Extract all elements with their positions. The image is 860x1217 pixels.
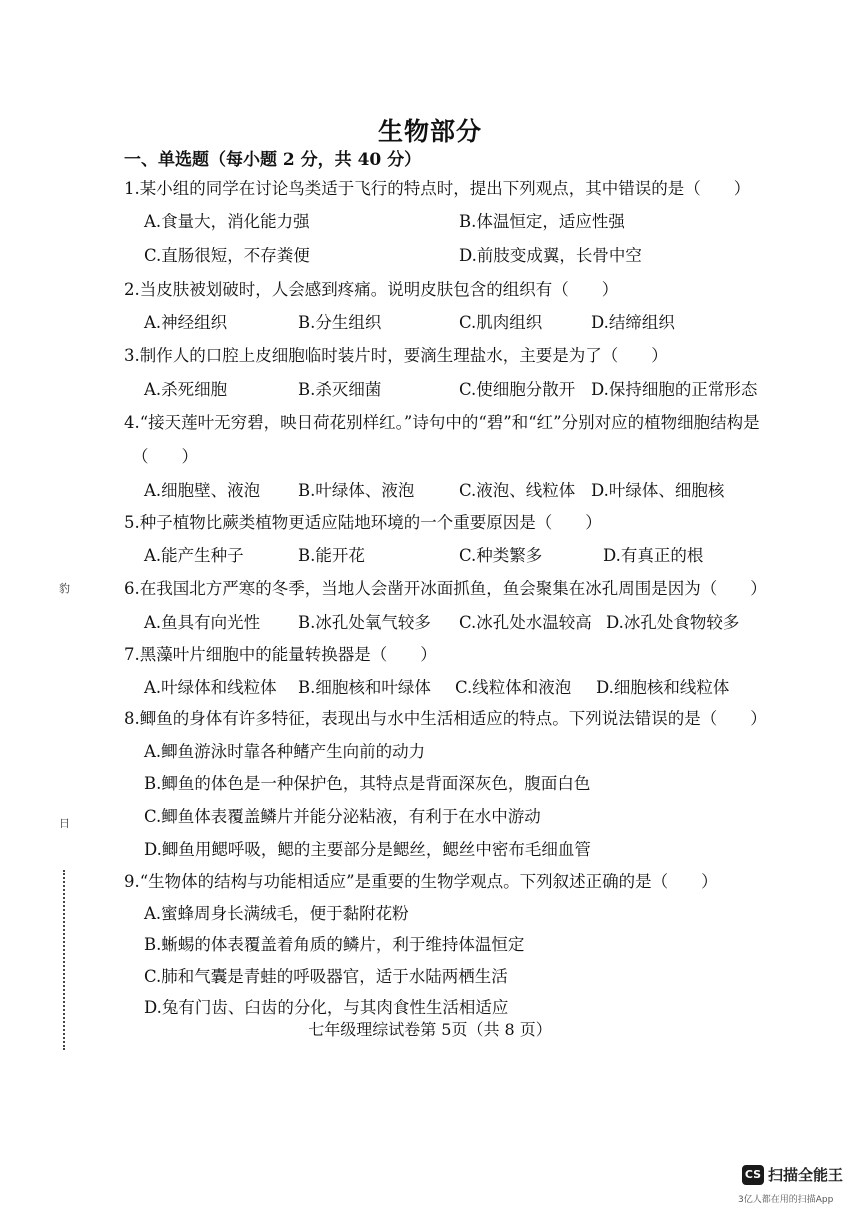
q4-option-c: C.液泡、线粒体 [459,481,576,500]
q1-option-d: D.前肢变成翼，长骨中空 [459,246,642,265]
q3-option-b: B.杀灭细菌 [298,380,382,399]
q4-option-a: A.细胞壁、液泡 [144,481,261,500]
q7-option-a: A.叶绿体和线粒体 [144,678,277,697]
page-title: 生物部分 [377,117,482,146]
question-3-stem: 3.制作人的口腔上皮细胞临时装片时，要滴生理盐水，主要是为了（ ） [124,346,668,365]
question-4-stem: 4.“接天莲叶无穷碧，映日荷花别样红。”诗句中的“碧”和“红”分别对应的植物细胞结构是 [124,413,760,432]
q2-option-d: D.结缔组织 [591,313,675,332]
q5-option-c: C.种类繁多 [459,546,543,565]
q5-option-a: A.能产生种子 [144,546,244,565]
q7-option-b: B.细胞核和叶绿体 [298,678,431,697]
q5-option-b: B.能开花 [298,546,365,565]
margin-mark: 日 [59,817,70,830]
q2-option-a: A.神经组织 [144,313,228,332]
binding-line [63,870,65,1050]
q8-option-c: C.鲫鱼体表覆盖鳞片并能分泌粘液，有利于在水中游动 [144,807,541,826]
q3-option-c: C.使细胞分散开 [459,380,576,399]
margin-mark: 豹 [59,582,70,595]
q4-option-b: B.叶绿体、液泡 [298,481,415,500]
q3-option-d: D.保持细胞的正常形态 [591,380,758,399]
question-4-answer-bracket: （ ） [132,447,198,466]
camscanner-name: 扫描全能王 [768,1166,844,1184]
page-footer: 七年级理综试卷第 5页（共 8 页） [308,1020,552,1039]
q1-option-b: B.体温恒定，适应性强 [459,212,625,231]
q1-option-c: C.直肠很短，不存粪便 [144,246,310,265]
q7-option-c: C.线粒体和液泡 [455,678,572,697]
question-2-stem: 2.当皮肤被划破时，人会感到疼痛。说明皮肤包含的组织有（ ） [124,280,619,299]
q7-option-d: D.细胞核和线粒体 [596,678,730,697]
q9-option-a: A.蜜蜂周身长满绒毛，便于黏附花粉 [144,904,409,923]
q5-option-d: D.有真正的根 [603,546,704,565]
q4-option-d: D.叶绿体、细胞核 [591,481,725,500]
question-1-stem: 1.某小组的同学在讨论鸟类适于飞行的特点时，提出下列观点，其中错误的是（ ） [124,179,751,198]
q6-option-a: A.鱼具有向光性 [144,613,261,632]
question-7-stem: 7.黑藻叶片细胞中的能量转换器是（ ） [124,645,437,664]
q6-option-c: C.冰孔处水温较高 [459,613,592,632]
q6-option-b: B.冰孔处氧气较多 [298,613,431,632]
section-heading: 一、单选题（每小题 2 分，共 40 分） [124,150,422,170]
q2-option-b: B.分生组织 [298,313,382,332]
question-5-stem: 5.种子植物比蕨类植物更适应陆地环境的一个重要原因是（ ） [124,513,602,532]
q6-option-d: D.冰孔处食物较多 [606,613,740,632]
q1-option-a: A.食量大，消化能力强 [144,212,310,231]
q3-option-a: A.杀死细胞 [144,380,228,399]
q9-option-c: C.肺和气囊是青蛙的呼吸器官，适于水陆两栖生活 [144,967,508,986]
q8-option-a: A.鲫鱼游泳时靠各种鳍产生向前的动力 [144,742,426,761]
q9-option-d: D.兔有门齿、臼齿的分化，与其肉食性生活相适应 [144,998,509,1017]
camscanner-tagline: 3亿人都在用的扫描App [738,1195,834,1205]
camscanner-logo-icon: CS [742,1165,764,1185]
q9-option-b: B.蜥蜴的体表覆盖着角质的鳞片，利于维持体温恒定 [144,935,525,954]
question-6-stem: 6.在我国北方严寒的冬季，当地人会凿开冰面抓鱼，鱼会聚集在冰孔周围是因为（ ） [124,579,767,598]
question-9-stem: 9.“生物体的结构与功能相适应”是重要的生物学观点。下列叙述正确的是（ ） [124,872,718,891]
q8-option-b: B.鲫鱼的体色是一种保护色，其特点是背面深灰色，腹面白色 [144,774,591,793]
q2-option-c: C.肌肉组织 [459,313,543,332]
q8-option-d: D.鲫鱼用鳃呼吸，鳃的主要部分是鳃丝，鳃丝中密布毛细血管 [144,840,591,859]
question-8-stem: 8.鲫鱼的身体有许多特征，表现出与水中生活相适应的特点。下列说法错误的是（ ） [124,709,767,728]
